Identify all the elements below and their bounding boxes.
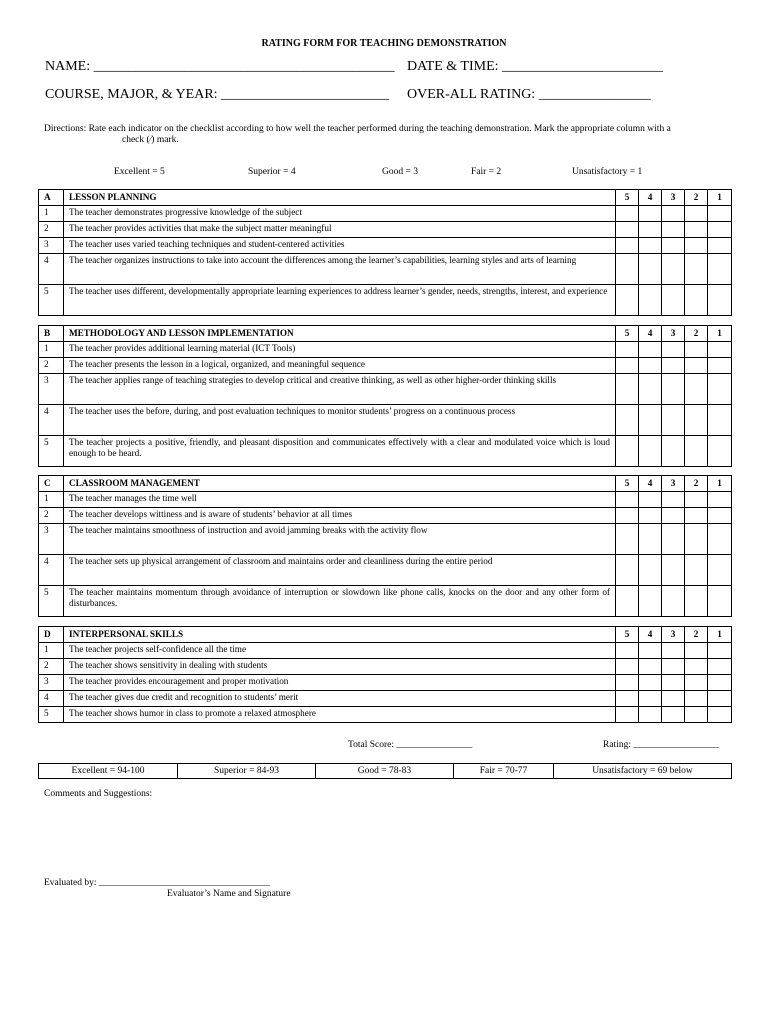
rating-checkbox-2[interactable]: [685, 508, 708, 524]
rating-checkbox-1[interactable]: [708, 358, 732, 374]
indicator-row: [39, 285, 732, 316]
indicator-number: 4: [39, 555, 64, 586]
score-column-header: 4: [639, 326, 662, 342]
directions-line-2: check (⁄) mark.: [122, 135, 179, 145]
indicator-row: [39, 508, 732, 524]
indicator-row: [39, 254, 732, 285]
rating-checkbox-2[interactable]: [685, 405, 708, 436]
rating-checkbox-4[interactable]: [639, 586, 662, 617]
rating-checkbox-4[interactable]: [639, 254, 662, 285]
legend-excellent: Excellent = 5: [114, 167, 165, 177]
rating-checkbox-5[interactable]: [616, 643, 639, 659]
rating-checkbox-2[interactable]: [685, 342, 708, 358]
rating-checkbox-5[interactable]: [616, 492, 639, 508]
rating-checkbox-3[interactable]: [662, 436, 685, 467]
rating-checkbox-5[interactable]: [616, 206, 639, 222]
rating-checkbox-3[interactable]: [662, 342, 685, 358]
section-header-row: [39, 190, 732, 206]
indicator-number: 5: [39, 586, 64, 617]
indicator-row: [39, 586, 732, 617]
rating-checkbox-1[interactable]: [708, 206, 732, 222]
score-column-header: 3: [662, 476, 685, 492]
rating-checkbox-2[interactable]: [685, 586, 708, 617]
indicator-text: The teacher uses different, developmentally appropriate learning experiences to address learner’s gender, needs, strengths, interest, and experience: [64, 285, 616, 316]
score-column-header: 5: [616, 190, 639, 206]
rating-checkbox-2[interactable]: [685, 206, 708, 222]
indicator-number: 4: [39, 691, 64, 707]
rating-checkbox-4[interactable]: [639, 524, 662, 555]
score-column-header: 5: [616, 326, 639, 342]
rating-checkbox-1[interactable]: [708, 285, 732, 316]
score-column-header: 2: [685, 476, 708, 492]
indicator-number: 2: [39, 222, 64, 238]
rating-checkbox-5[interactable]: [616, 374, 639, 405]
rating-checkbox-2[interactable]: [685, 659, 708, 675]
rating-checkbox-1[interactable]: [708, 659, 732, 675]
rating-checkbox-1[interactable]: [708, 492, 732, 508]
rating-checkbox-3[interactable]: [662, 492, 685, 508]
indicator-text: The teacher maintains smoothness of instruction and avoid jamming breaks with the activity flow: [64, 524, 616, 555]
form-title: RATING FORM FOR TEACHING DEMONSTRATION: [261, 38, 507, 49]
indicator-number: 2: [39, 358, 64, 374]
name-field: NAME: ___________________________________________: [45, 59, 395, 74]
scale-unsatisfactory: Unsatisfactory = 69 below: [554, 764, 732, 779]
rating-checkbox-5[interactable]: [616, 238, 639, 254]
rating-checkbox-3[interactable]: [662, 285, 685, 316]
indicator-row: [39, 206, 732, 222]
legend-good: Good = 3: [382, 167, 418, 177]
rating-checkbox-4[interactable]: [639, 222, 662, 238]
rating-checkbox-5[interactable]: [616, 342, 639, 358]
rating-checkbox-5[interactable]: [616, 358, 639, 374]
rating-checkbox-1[interactable]: [708, 643, 732, 659]
indicator-text: The teacher shows sensitivity in dealing with students: [64, 659, 616, 675]
section-letter: B: [39, 326, 64, 342]
indicator-number: 3: [39, 238, 64, 254]
rating-checkbox-5[interactable]: [616, 524, 639, 555]
rating-checkbox-5[interactable]: [616, 254, 639, 285]
total-score-line: Total Score: ________________: [348, 740, 473, 750]
rating-checkbox-5[interactable]: [616, 691, 639, 707]
score-column-header: 3: [662, 627, 685, 643]
rating-checkbox-5[interactable]: [616, 222, 639, 238]
rating-checkbox-3[interactable]: [662, 358, 685, 374]
section-title: LESSON PLANNING: [64, 190, 616, 206]
indicator-number: 4: [39, 254, 64, 285]
indicator-number: 5: [39, 707, 64, 723]
indicator-text: The teacher gives due credit and recognition to students’ merit: [64, 691, 616, 707]
indicator-number: 4: [39, 405, 64, 436]
scale-good: Good = 78-83: [316, 764, 454, 779]
indicator-row: [39, 405, 732, 436]
scale-fair: Fair = 70-77: [454, 764, 554, 779]
indicator-number: 3: [39, 675, 64, 691]
rating-checkbox-4[interactable]: [639, 707, 662, 723]
rating-checkbox-5[interactable]: [616, 555, 639, 586]
section-d-table: [38, 626, 732, 723]
rating-checkbox-3[interactable]: [662, 405, 685, 436]
rating-checkbox-2[interactable]: [685, 374, 708, 405]
score-column-header: 2: [685, 190, 708, 206]
section-letter: A: [39, 190, 64, 206]
rating-checkbox-4[interactable]: [639, 374, 662, 405]
rating-checkbox-5[interactable]: [616, 508, 639, 524]
section-letter: C: [39, 476, 64, 492]
score-column-header: 1: [708, 627, 732, 643]
section-b-table: [38, 325, 732, 467]
rating-checkbox-4[interactable]: [639, 659, 662, 675]
indicator-row: [39, 222, 732, 238]
indicator-row: [39, 436, 732, 467]
indicator-text: The teacher shows humor in class to promote a relaxed atmosphere: [64, 707, 616, 723]
rating-checkbox-3[interactable]: [662, 675, 685, 691]
rating-checkbox-4[interactable]: [639, 691, 662, 707]
indicator-text: The teacher provides additional learning material (ICT Tools): [64, 342, 616, 358]
rating-checkbox-4[interactable]: [639, 285, 662, 316]
evaluator-caption: Evaluator’s Name and Signature: [167, 889, 291, 899]
rating-checkbox-2[interactable]: [685, 222, 708, 238]
section-title: INTERPERSONAL SKILLS: [64, 627, 616, 643]
section-letter: D: [39, 627, 64, 643]
rating-checkbox-2[interactable]: [685, 675, 708, 691]
indicator-number: 3: [39, 524, 64, 555]
rating-checkbox-1[interactable]: [708, 374, 732, 405]
rating-checkbox-2[interactable]: [685, 492, 708, 508]
indicator-number: 1: [39, 492, 64, 508]
rating-checkbox-5[interactable]: [616, 707, 639, 723]
evaluated-by-line: Evaluated by: ____________________________________: [44, 878, 270, 888]
rating-checkbox-4[interactable]: [639, 436, 662, 467]
indicator-row: [39, 492, 732, 508]
indicator-text: The teacher provides activities that make the subject matter meaningful: [64, 222, 616, 238]
indicator-row: [39, 358, 732, 374]
rating-checkbox-3[interactable]: [662, 508, 685, 524]
indicator-row: [39, 374, 732, 405]
legend-superior: Superior = 4: [248, 167, 296, 177]
score-column-header: 1: [708, 476, 732, 492]
rating-checkbox-2[interactable]: [685, 643, 708, 659]
rating-checkbox-2[interactable]: [685, 436, 708, 467]
rating-checkbox-2[interactable]: [685, 555, 708, 586]
scale-superior: Superior = 84-93: [178, 764, 316, 779]
rating-checkbox-2[interactable]: [685, 358, 708, 374]
rating-checkbox-4[interactable]: [639, 206, 662, 222]
indicator-number: 1: [39, 643, 64, 659]
rating-checkbox-1[interactable]: [708, 586, 732, 617]
comments-label: Comments and Suggestions:: [44, 789, 153, 799]
score-column-header: 3: [662, 326, 685, 342]
section-header-row: [39, 476, 732, 492]
indicator-row: [39, 691, 732, 707]
directions: [44, 124, 724, 146]
section-a-table: [38, 189, 732, 316]
indicator-text: The teacher projects self-confidence all the time: [64, 643, 616, 659]
score-column-header: 5: [616, 627, 639, 643]
rating-checkbox-3[interactable]: [662, 206, 685, 222]
scale-excellent: Excellent = 94-100: [39, 764, 178, 779]
section-title: CLASSROOM MANAGEMENT: [64, 476, 616, 492]
indicator-text: The teacher organizes instructions to take into account the differences among the learner’s capabilities, learning styles and arts of learning: [64, 254, 616, 285]
rating-checkbox-1[interactable]: [708, 675, 732, 691]
section-title: METHODOLOGY AND LESSON IMPLEMENTATION: [64, 326, 616, 342]
directions-line-1: Directions: Rate each indicator on the checklist according to how well the teacher performed during the teaching demonstration. Mark the appropriate column with a: [44, 124, 671, 134]
score-column-header: 4: [639, 476, 662, 492]
score-column-header: 3: [662, 190, 685, 206]
rating-checkbox-4[interactable]: [639, 342, 662, 358]
indicator-row: [39, 707, 732, 723]
indicator-number: 2: [39, 659, 64, 675]
rating-checkbox-1[interactable]: [708, 436, 732, 467]
rating-checkbox-1[interactable]: [708, 405, 732, 436]
rating-checkbox-4[interactable]: [639, 555, 662, 586]
rating-checkbox-2[interactable]: [685, 285, 708, 316]
rating-checkbox-5[interactable]: [616, 659, 639, 675]
rating-checkbox-1[interactable]: [708, 707, 732, 723]
rating-checkbox-5[interactable]: [616, 675, 639, 691]
rating-checkbox-2[interactable]: [685, 707, 708, 723]
rating-checkbox-2[interactable]: [685, 238, 708, 254]
rating-checkbox-1[interactable]: [708, 254, 732, 285]
rating-checkbox-5[interactable]: [616, 586, 639, 617]
indicator-text: The teacher provides encouragement and proper motivation: [64, 675, 616, 691]
rating-checkbox-1[interactable]: [708, 524, 732, 555]
rating-checkbox-1[interactable]: [708, 508, 732, 524]
rating-checkbox-3[interactable]: [662, 643, 685, 659]
indicator-text: The teacher develops wittiness and is aware of students’ behavior at all times: [64, 508, 616, 524]
rating-checkbox-4[interactable]: [639, 643, 662, 659]
indicator-row: [39, 342, 732, 358]
indicator-row: [39, 643, 732, 659]
section-header-row: [39, 326, 732, 342]
rating-checkbox-4[interactable]: [639, 405, 662, 436]
indicator-text: The teacher applies range of teaching strategies to develop critical and creative thinking, as well as other higher-order thinking skills: [64, 374, 616, 405]
indicator-text: The teacher presents the lesson in a logical, organized, and meaningful sequence: [64, 358, 616, 374]
rating-checkbox-2[interactable]: [685, 254, 708, 285]
rating-checkbox-5[interactable]: [616, 436, 639, 467]
legend-unsatisfactory: Unsatisfactory = 1: [572, 167, 643, 177]
indicator-text: The teacher uses the before, during, and post evaluation techniques to monitor students’ progress on a continuous process: [64, 405, 616, 436]
indicator-text: The teacher maintains momentum through avoidance of interruption or slowdown like phone calls, knocks on the door and any other form of disturbances.: [64, 586, 616, 617]
indicator-number: 3: [39, 374, 64, 405]
indicator-row: [39, 524, 732, 555]
indicator-number: 1: [39, 206, 64, 222]
rating-checkbox-3[interactable]: [662, 238, 685, 254]
indicator-text: The teacher uses varied teaching techniques and student-centered activities: [64, 238, 616, 254]
rating-checkbox-3[interactable]: [662, 555, 685, 586]
rating-checkbox-1[interactable]: [708, 222, 732, 238]
rating-checkbox-1[interactable]: [708, 555, 732, 586]
score-column-header: 2: [685, 627, 708, 643]
indicator-text: The teacher demonstrates progressive knowledge of the subject: [64, 206, 616, 222]
rating-checkbox-2[interactable]: [685, 524, 708, 555]
course-major-year-field: COURSE, MAJOR, & YEAR: ________________________: [45, 87, 390, 102]
date-time-field: DATE & TIME: _______________________: [407, 59, 664, 74]
rating-checkbox-1[interactable]: [708, 342, 732, 358]
rating-checkbox-2[interactable]: [685, 691, 708, 707]
overall-rating-field: OVER-ALL RATING: ________________: [407, 87, 651, 102]
rating-checkbox-4[interactable]: [639, 508, 662, 524]
rating-checkbox-5[interactable]: [616, 405, 639, 436]
score-scale-table: [38, 763, 732, 779]
rating-checkbox-4[interactable]: [639, 358, 662, 374]
rating-checkbox-1[interactable]: [708, 691, 732, 707]
rating-checkbox-4[interactable]: [639, 238, 662, 254]
score-column-header: 5: [616, 476, 639, 492]
indicator-number: 1: [39, 342, 64, 358]
score-column-header: 4: [639, 627, 662, 643]
score-column-header: 2: [685, 326, 708, 342]
score-column-header: 4: [639, 190, 662, 206]
rating-checkbox-3[interactable]: [662, 222, 685, 238]
rating-checkbox-3[interactable]: [662, 524, 685, 555]
rating-checkbox-4[interactable]: [639, 492, 662, 508]
rating-checkbox-3[interactable]: [662, 691, 685, 707]
rating-checkbox-3[interactable]: [662, 659, 685, 675]
indicator-number: 5: [39, 436, 64, 467]
rating-checkbox-3[interactable]: [662, 707, 685, 723]
legend-fair: Fair = 2: [471, 167, 502, 177]
rating-checkbox-3[interactable]: [662, 586, 685, 617]
rating-checkbox-1[interactable]: [708, 238, 732, 254]
indicator-text: The teacher sets up physical arrangement of classroom and maintains order and cleanliness during the entire period: [64, 555, 616, 586]
rating-checkbox-4[interactable]: [639, 675, 662, 691]
score-column-header: 1: [708, 326, 732, 342]
indicator-row: [39, 675, 732, 691]
rating-checkbox-3[interactable]: [662, 254, 685, 285]
score-column-header: 1: [708, 190, 732, 206]
indicator-number: 2: [39, 508, 64, 524]
section-c-table: [38, 475, 732, 617]
rating-line: Rating: __________________: [603, 740, 719, 750]
indicator-text: The teacher projects a positive, friendly, and pleasant disposition and communicates effectively with a clear and modulated voice which is loud enough to be heard.: [64, 436, 616, 467]
rating-checkbox-3[interactable]: [662, 374, 685, 405]
indicator-number: 5: [39, 285, 64, 316]
section-header-row: [39, 627, 732, 643]
indicator-row: [39, 238, 732, 254]
indicator-text: The teacher manages the time well: [64, 492, 616, 508]
indicator-row: [39, 659, 732, 675]
rating-checkbox-5[interactable]: [616, 285, 639, 316]
indicator-row: [39, 555, 732, 586]
